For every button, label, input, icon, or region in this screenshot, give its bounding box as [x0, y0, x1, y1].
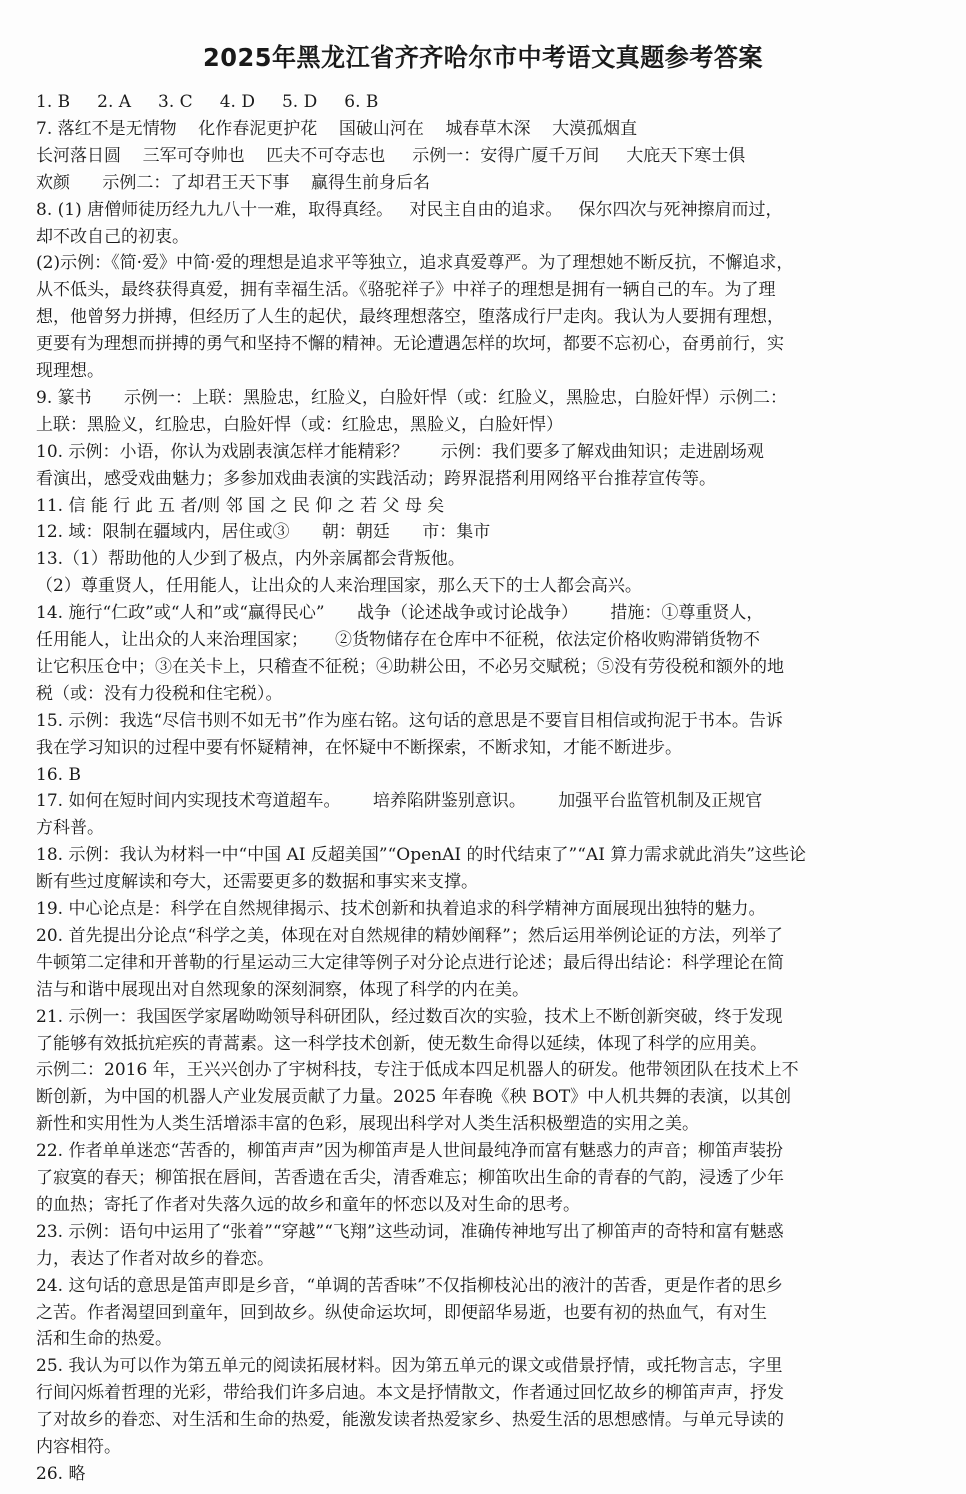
answer-line: 活和生命的热爱。: [36, 1329, 172, 1350]
answer-line: 13.（1）帮助他的人少到了极点，内外亲属都会背叛他。: [36, 549, 465, 570]
answer-line: 之苦。作者渴望回到童年，回到故乡。纵使命运坎坷，即便韶华易逝，也要有初的热血气，有对生: [36, 1302, 767, 1323]
answer-line: 力，表达了作者对故乡的眷恋。: [36, 1248, 274, 1269]
answer-line: 10. 示例：小语，你认为戏剧表演怎样才能精彩？ 示例：我们要多了解戏曲知识；走进剧场观: [36, 441, 764, 462]
answer-line: 长河落日圆 三军可夺帅也 匹夫不可夺志也 示例一：安得广厦千万间 大庇天下寒士俱: [36, 145, 746, 166]
answer-line: 了对故乡的眷恋、对生活和生命的热爱，能激发读者热爱家乡、热爱生活的思想感情。与单元导读的: [36, 1410, 784, 1431]
answer-line: 任用能人，让出众的人来治理国家； ②货物储存在仓库中不征税，依法定价格收购滞销货物不: [36, 630, 761, 650]
answer-line: 从不低头，最终获得真爱，拥有幸福生活。《骆驼祥子》中祥子的理想是拥有一辆自己的车。为了理: [36, 280, 776, 301]
answer-line: 22. 作者单单迷恋“苦香的，柳笛声声”因为柳笛声是人世间最纯净而富有魅惑力的声音；柳笛声装扮: [36, 1141, 783, 1162]
answer-line: 上联：黑脸义，红脸忠，白脸奸悍（或：红脸忠，黑脸义，白脸奸悍）: [36, 414, 563, 435]
answer-line: 23. 示例：语句中运用了“张着”“穿越”“飞翔”这些动词，准确传神地写出了柳笛声的奇特和富有魅惑: [36, 1221, 784, 1242]
answer-line: 7. 落红不是无情物 化作春泥更护花 国破山河在 城春草木深 大漠孤烟直: [36, 118, 638, 139]
answer-line: (2)示例：《简·爱》中简·爱的理想是追求平等独立，追求真爱尊严。为了理想她不断反抗，不懈追求，: [36, 253, 794, 274]
answer-line: 12. 域：限制在疆域内，居住或③ 朝：朝廷 市：集市: [36, 522, 491, 543]
answer-line: 了寂寞的春天；柳笛抿在唇间，苦香遗在舌尖，清香难忘；柳笛吹出生命的青春的气韵，浸透了少年: [36, 1168, 784, 1188]
answer-line: 15. 示例：我选“尽信书则不如无书”作为座右铭。这句话的意思是不要盲目相信或拘泥于书本。告诉: [36, 710, 783, 731]
answer-line: 税（或：没有力役税和住宅税）。: [36, 683, 283, 704]
answer-line: 洁与和谐中展现出对自然现象的深刻洞察，体现了科学的内在美。: [36, 979, 529, 1000]
answer-line: 1. B 2. A 3. C 4. D 5. D 6. B: [36, 92, 379, 112]
answer-line: 8. (1) 唐僧师徒历经九九八十一难，取得真经。 对民主自由的追求。 保尔四次与死神擦肩而过，: [36, 199, 783, 220]
answer-line: 欢颜 示例二：了却君王天下事 赢得生前身后名: [36, 172, 431, 193]
answer-line: 了能够有效抵抗疟疾的青蒿素。这一科学技术创新，使无数生命得以延续，体现了科学的应用美。: [36, 1033, 767, 1054]
answer-line: 断创新，为中国的机器人产业发展贡献了力量。2025 年春晚《秧 BOT》中人机共舞的表演，以其创: [36, 1087, 792, 1108]
answer-line: 24. 这句话的意思是笛声即是乡音，“单调的苦香味”不仅指柳枝沁出的液汁的苦香，更是作者的思乡: [36, 1275, 783, 1296]
answer-line: 21. 示例一：我国医学家屠呦呦领导科研团队，经过数百次的实验，技术上不断创新突破，终于发现: [36, 1006, 783, 1027]
answer-line: 行间闪烁着哲理的光彩，带给我们许多启迪。本文是抒情散文，作者通过回忆故乡的柳笛声声，抒发: [36, 1383, 784, 1404]
page-title: 2025年黑龙江省齐齐哈尔市中考语文真题参考答案: [203, 43, 763, 72]
answer-line: 想，他曾努力拼搏，但经历了人生的起伏，最终理想落空，堕落成行尸走肉。我认为人要拥有理想，: [36, 307, 784, 328]
answer-line: （2）尊重贤人，任用能人，让出众的人来治理国家，那么天下的士人都会高兴。: [36, 576, 642, 597]
answer-line: 牛顿第二定律和开普勒的行星运动三大定律等例子对分论点进行论述；最后得出结论：科学理论在简: [36, 952, 784, 973]
answer-line: 25. 我认为可以作为第五单元的阅读拓展材料。因为第五单元的课文或借景抒情，或托物言志，字里: [36, 1356, 783, 1377]
answer-line: 却不改自己的初衷。: [36, 226, 189, 247]
answer-line: 14. 施行“仁政”或“人和”或“赢得民心” 战争（论述战争或讨论战争） 措施：①尊重贤人，: [36, 603, 764, 624]
answer-line: 断有些过度解读和夸大，还需要更多的数据和事实来支撑。: [36, 872, 478, 893]
answer-line: 我在学习知识的过程中要有怀疑精神，在怀疑中不断探索，不断求知，才能不断进步。: [36, 737, 682, 758]
answer-line: 16. B: [36, 764, 81, 785]
answer-line: 现理想。: [36, 361, 104, 381]
answer-line: 看演出，感受戏曲魅力；多参加戏曲表演的实践活动；跨界混搭利用网络平台推荐宣传等。: [36, 468, 716, 489]
answer-line: 示例二：2016 年，王兴兴创办了宇树科技，专注于低成本四足机器人的研发。他带领团队在技术上不: [36, 1060, 799, 1081]
answer-line: 方科普。: [36, 818, 104, 839]
answer-line: 19. 中心论点是：科学在自然规律揭示、技术创新和执着追求的科学精神方面展现出独特的魅力。: [36, 899, 766, 919]
answer-line: 17. 如何在短时间内实现技术弯道超车。 培养陷阱鉴别意识。 加强平台监管机制及正规官: [36, 791, 763, 812]
answer-line: 9. 篆书 示例一：上联：黑脸忠，红脸义，白脸奸悍（或：红脸义，黑脸忠，白脸奸悍）示例二：: [36, 387, 788, 408]
answer-line: 更要有为理想而拼搏的勇气和坚持不懈的精神。无论遭遇怎样的坎坷，都要不忘初心，奋勇前行，实: [36, 334, 784, 355]
answer-line: 内容相符。: [36, 1437, 121, 1457]
answer-line: 让它积压仓中；③在关卡上，只稽查不征税；④助耕公田，不必另交赋税；⑤没有劳役税和额外的地: [36, 656, 784, 677]
answer-line: 新性和实用性为人类生活增添丰富的色彩，展现出科学对人类生活积极塑造的实用之美。: [36, 1114, 699, 1135]
answer-line: 18. 示例：我认为材料一中“中国 AI 反超美国”“OpenAI 的时代结束了”“AI 算力需求就此消失”这些论: [36, 845, 807, 866]
answer-line: 的血热；寄托了作者对失落久远的故乡和童年的怀恋以及对生命的思考。: [36, 1194, 580, 1215]
answer-line: 26. 略: [36, 1463, 86, 1484]
answer-line: 20. 首先提出分论点“科学之美，体现在对自然规律的精妙阐释”；然后运用举例论证的方法，列举了: [36, 925, 783, 946]
answer-line: 11. 信 能 行 此 五 者/则 邻 国 之 民 仰 之 若 父 母 矣: [36, 495, 445, 516]
